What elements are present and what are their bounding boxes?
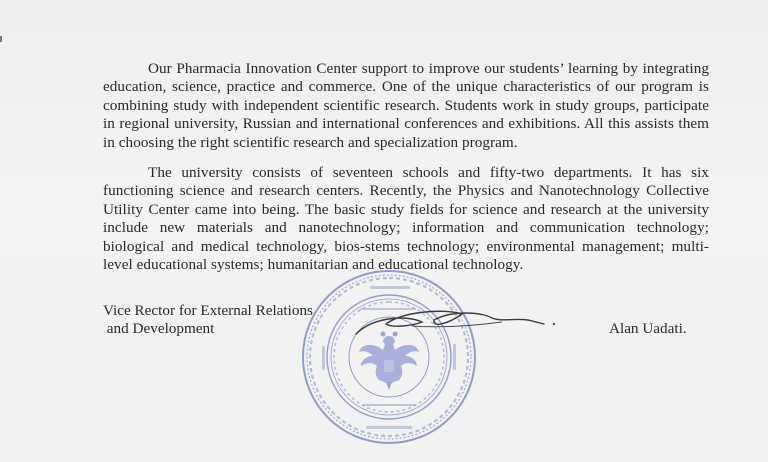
handwritten-signature (352, 304, 562, 340)
signatory-title-line1: Vice Rector for External Relations (103, 302, 313, 319)
signatory-title-line2: and Development (103, 320, 215, 338)
paragraph-university-structure: The university consists of seventeen schools and fifty-two departments. It has six functioning science and research centers. Recently, the Physics and Nanotechnology Collective Utility Center came into being. The basic study fields for science and research at the university include new materials and nanotechnology; information and communication technology; biological and medical technology, bios-stems technology; environmental management; multi-level educational systems; humanitarian and educational technology. (103, 164, 709, 274)
paragraph-innovation-center: Our Pharmacia Innovation Center support to improve our students’ learning by integrating education, science, practice and commerce. One of the unique characteristics of our program is combining study with independent scientific research. Students work in study groups, participate in regional university, Russian and international conferences and exhibitions. All this assists them in choosing the right scientific research and specialization program. (103, 60, 709, 151)
official-seal-icon (300, 268, 478, 446)
signatory-title (103, 302, 313, 339)
eagle-emblem-icon (359, 332, 419, 391)
scan-edge-mark (0, 36, 2, 42)
signatory-name: Alan Uadati. (609, 320, 687, 337)
